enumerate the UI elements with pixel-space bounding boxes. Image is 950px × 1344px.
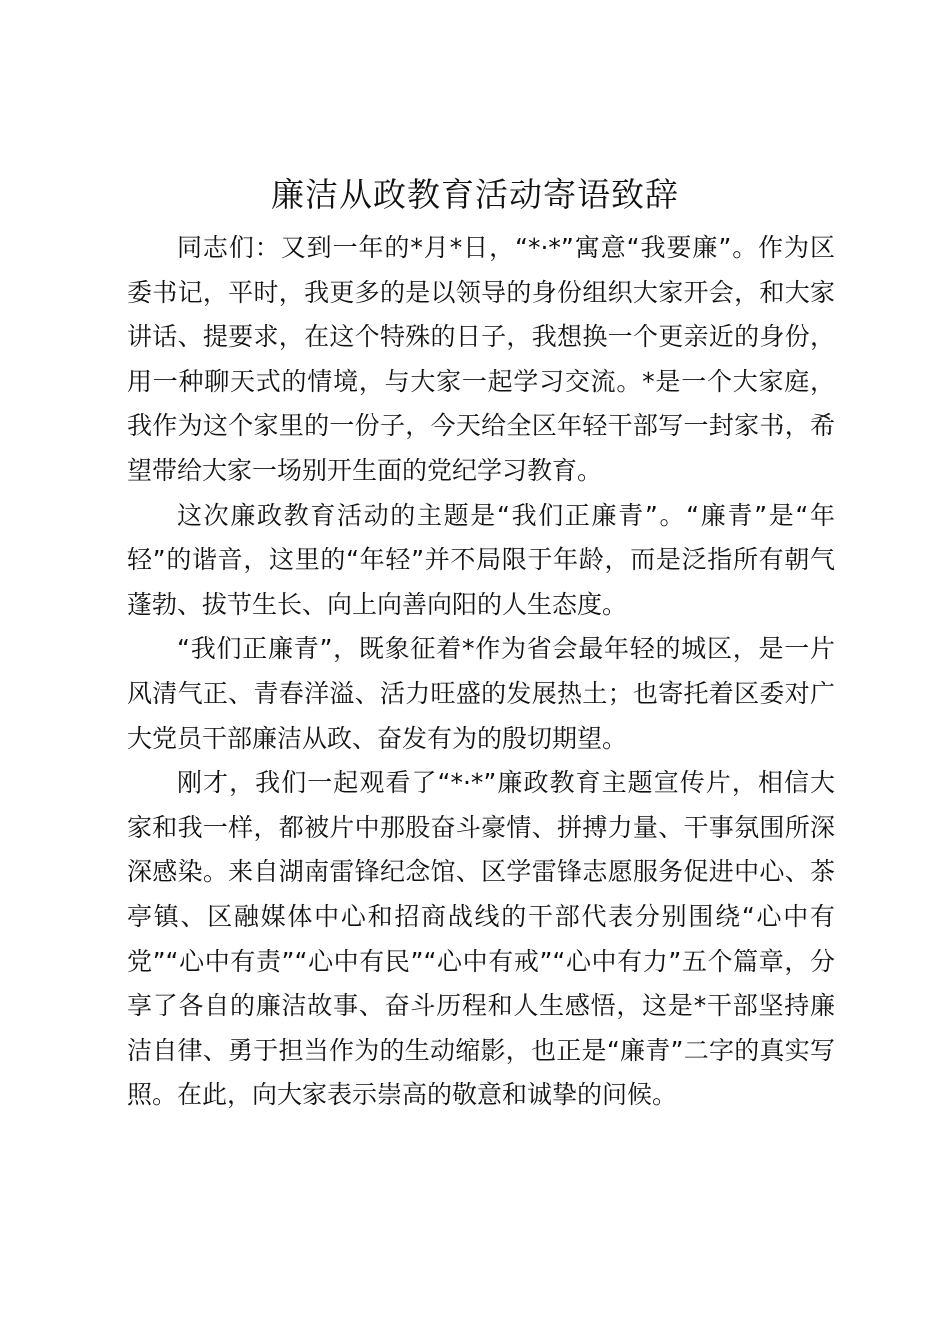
document-title: 廉洁从政教育活动寄语致辞 [271,175,679,214]
paragraph-2: 这次廉政教育活动的主题是“我们正廉青”。“廉青”是“年轻”的谐音，这里的“年轻”并不局限于年龄，而是泛指所有朝气蓬勃、拔节生长、向上向善向阳的人生态度。 [127,500,835,619]
document-body [127,226,835,1118]
paragraph-4: 刚才，我们一起观看了“*·*”廉政教育主题宣传片，相信大家和我一样，都被片中那股奋斗豪情、拼搏力量、干事氛围所深深感染。来自湖南雷锋纪念馆、区学雷锋志愿服务促进中心、茶亭镇、区融媒体中心和招商战线的干部代表分别围绕“心中有党”“心中有责”“心中有民”“心中有戒”“心中有力”五个篇章，分享了各自的廉洁故事、奋斗历程和人生感悟，这是*干部坚持廉洁自律、勇于担当作为的生动缩影，也正是“廉青”二字的真实写照。在此，向大家表示崇高的敬意和诚挚的问候。 [127,768,835,1110]
paragraph-3: “我们正廉青”，既象征着*作为省会最年轻的城区，是一片风清气正、青春洋溢、活力旺盛的发展热土；也寄托着区委对广大党员干部廉洁从政、奋发有为的殷切期望。 [127,634,835,753]
paragraph-1: 同志们：又到一年的*月*日，“*·*”寓意“我要廉”。作为区委书记，平时，我更多的是以领导的身份组织大家开会，和大家讲话、提要求，在这个特殊的日子，我想换一个更亲近的身份，用一种聊天式的情境，与大家一起学习交流。*是一个大家庭，我作为这个家里的一份子，今天给全区年轻干部写一封家书，希望带给大家一场别开生面的党纪学习教育。 [127,233,835,485]
